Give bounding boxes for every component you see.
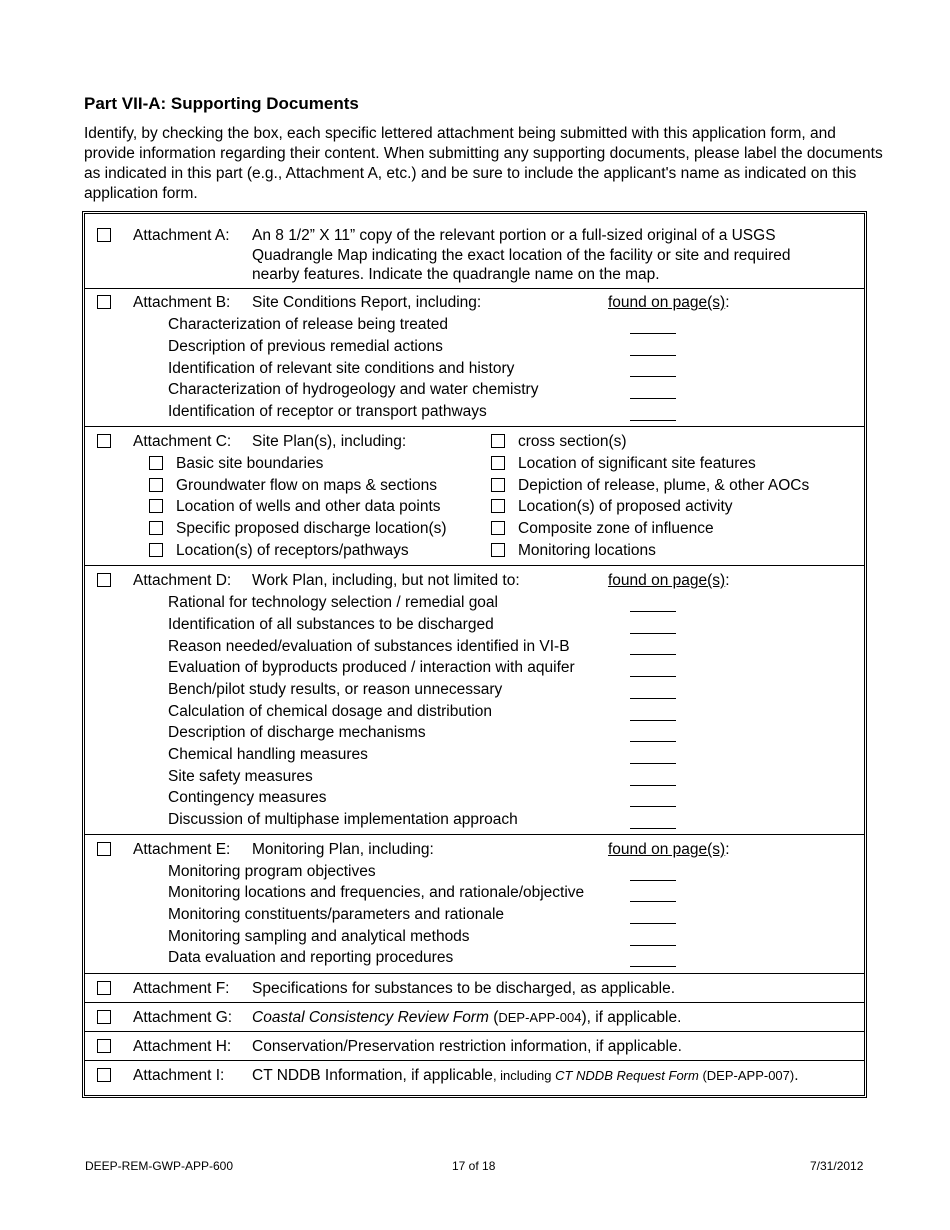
checkbox-attachment-e[interactable] bbox=[97, 842, 111, 856]
checkbox-attachment-i[interactable] bbox=[97, 1068, 111, 1082]
checkbox-site-plan-item[interactable] bbox=[491, 543, 505, 557]
page-number-field[interactable] bbox=[630, 901, 676, 902]
attachment-b-label: Attachment B: bbox=[133, 294, 231, 311]
attachment-e-label: Attachment E: bbox=[133, 841, 231, 858]
form-code: DEP-APP-004 bbox=[498, 1010, 582, 1025]
site-plan-item: Composite zone of influence bbox=[518, 520, 714, 537]
attachments-table bbox=[82, 211, 867, 1098]
attachment-d-item: Evaluation of byproducts produced / interaction with aquifer bbox=[168, 659, 575, 676]
footer-form-id: DEEP-REM-GWP-APP-600 bbox=[85, 1159, 234, 1173]
checkbox-site-plan-item[interactable] bbox=[491, 478, 505, 492]
page-number-field[interactable] bbox=[630, 880, 676, 881]
site-plan-item: Monitoring locations bbox=[518, 542, 656, 559]
attachment-f-text: Specifications for substances to be discharged, as applicable. bbox=[252, 980, 676, 997]
checkbox-site-plan-item[interactable] bbox=[149, 543, 163, 557]
attachment-d-heading: Work Plan, including, but not limited to: bbox=[252, 572, 520, 589]
checkbox-site-plan-item[interactable] bbox=[149, 521, 163, 535]
checkbox-attachment-f[interactable] bbox=[97, 981, 111, 995]
checkbox-site-plan-item[interactable] bbox=[491, 456, 505, 470]
attachment-e-found-on-pages-label: found on page(s): bbox=[608, 841, 730, 858]
attachment-d-item: Bench/pilot study results, or reason unnecessary bbox=[168, 681, 503, 698]
attachment-d-item: Site safety measures bbox=[168, 768, 313, 785]
site-plan-item: Specific proposed discharge location(s) bbox=[176, 520, 447, 537]
footer-page-number: 17 of 18 bbox=[452, 1159, 496, 1173]
site-plan-item: Basic site boundaries bbox=[176, 455, 324, 472]
page-number-field[interactable] bbox=[630, 633, 676, 634]
checkbox-attachment-g[interactable] bbox=[97, 1010, 111, 1024]
page-number-field[interactable] bbox=[630, 945, 676, 946]
page-number-field[interactable] bbox=[630, 785, 676, 786]
page-title: Part VII-A: Supporting Documents bbox=[84, 94, 359, 113]
attachment-b-item: Characterization of hydrogeology and water chemistry bbox=[168, 381, 539, 398]
page-number-field[interactable] bbox=[630, 741, 676, 742]
page-number-field[interactable] bbox=[630, 763, 676, 764]
attachment-i-label: Attachment I: bbox=[133, 1067, 225, 1084]
attachment-d-item: Chemical handling measures bbox=[168, 746, 368, 763]
attachment-g-text: Coastal Consistency Review Form (DEP-APP-004), if applicable. bbox=[252, 1009, 682, 1026]
attachment-a-text-line: Quadrangle Map indicating the exact location of the facility or site and required bbox=[252, 247, 791, 264]
site-plan-item: Groundwater flow on maps & sections bbox=[176, 477, 438, 494]
page-number-field[interactable] bbox=[630, 420, 676, 421]
coastal-consistency-form-name: Coastal Consistency Review Form bbox=[252, 1009, 489, 1026]
site-plan-item: cross section(s) bbox=[518, 433, 627, 450]
row-divider bbox=[85, 288, 864, 289]
attachment-c-label: Attachment C: bbox=[133, 433, 232, 450]
page-number-field[interactable] bbox=[630, 806, 676, 807]
checkbox-site-plan-item[interactable] bbox=[491, 434, 505, 448]
attachment-h-text: Conservation/Preservation restriction information, if applicable. bbox=[252, 1038, 682, 1055]
page-number-field[interactable] bbox=[630, 333, 676, 334]
attachment-d-item: Discussion of multiphase implementation approach bbox=[168, 811, 518, 828]
instructions-paragraph: Identify, by checking the box, each specific lettered attachment being submitted with this application form, and provide information regarding their content. When submitting any supporting documents, please label the documents as indicated in this part (e.g., Attachment A, etc.) and be sure to include the applicant's name as indicated on this application form. bbox=[84, 125, 883, 202]
site-plan-item: Depiction of release, plume, & other AOCs bbox=[518, 477, 810, 494]
attachment-e-item: Monitoring constituents/parameters and rationale bbox=[168, 906, 505, 923]
page-number-field[interactable] bbox=[630, 676, 676, 677]
attachment-i-text: CT NDDB Information, if applicable, including CT NDDB Request Form (DEP-APP-007). bbox=[252, 1067, 799, 1084]
site-plan-item: Location(s) of receptors/pathways bbox=[176, 542, 409, 559]
attachment-a-label: Attachment A: bbox=[133, 227, 230, 244]
page-number-field[interactable] bbox=[630, 828, 676, 829]
row-divider bbox=[85, 973, 864, 974]
attachment-d-item: Calculation of chemical dosage and distribution bbox=[168, 703, 492, 720]
attachment-e-item: Data evaluation and reporting procedures bbox=[168, 949, 454, 966]
attachment-b-found-on-pages-label: found on page(s): bbox=[608, 294, 730, 311]
attachment-e-heading: Monitoring Plan, including: bbox=[252, 841, 434, 858]
form-code: DEP-APP-007 bbox=[706, 1068, 790, 1083]
attachment-d-item: Reason needed/evaluation of substances identified in VI-B bbox=[168, 638, 570, 655]
attachment-g-label: Attachment G: bbox=[133, 1009, 233, 1026]
site-plan-item: Location of significant site features bbox=[518, 455, 756, 472]
page-number-field[interactable] bbox=[630, 611, 676, 612]
nddb-form-name: CT NDDB Request Form bbox=[555, 1068, 699, 1083]
checkbox-site-plan-item[interactable] bbox=[491, 499, 505, 513]
row-divider bbox=[85, 1060, 864, 1061]
attachment-d-label: Attachment D: bbox=[133, 572, 232, 589]
attachment-d-item: Identification of all substances to be discharged bbox=[168, 616, 494, 633]
attachment-b-item: Description of previous remedial actions bbox=[168, 338, 443, 355]
attachment-e-item: Monitoring sampling and analytical methods bbox=[168, 928, 470, 945]
attachment-b-item: Identification of receptor or transport pathways bbox=[168, 403, 487, 420]
attachment-c-heading: Site Plan(s), including: bbox=[252, 433, 407, 450]
row-divider bbox=[85, 426, 864, 427]
page-number-field[interactable] bbox=[630, 966, 676, 967]
page-number-field[interactable] bbox=[630, 698, 676, 699]
checkbox-attachment-c[interactable] bbox=[97, 434, 111, 448]
attachment-a-text-line: nearby features. Indicate the quadrangle name on the map. bbox=[252, 266, 660, 283]
site-plan-item: Location of wells and other data points bbox=[176, 498, 441, 515]
page-number-field[interactable] bbox=[630, 355, 676, 356]
footer-date: 7/31/2012 bbox=[810, 1159, 864, 1173]
site-plan-item: Location(s) of proposed activity bbox=[518, 498, 733, 515]
page-number-field[interactable] bbox=[630, 654, 676, 655]
attachment-a-text-line: An 8 1/2” X 11” copy of the relevant portion or a full-sized original of a USGS bbox=[252, 227, 776, 244]
attachment-b-heading: Site Conditions Report, including: bbox=[252, 294, 482, 311]
checkbox-site-plan-item[interactable] bbox=[149, 456, 163, 470]
checkbox-site-plan-item[interactable] bbox=[149, 478, 163, 492]
page-number-field[interactable] bbox=[630, 720, 676, 721]
page-number-field[interactable] bbox=[630, 923, 676, 924]
attachment-d-found-on-pages-label: found on page(s): bbox=[608, 572, 730, 589]
attachment-f-label: Attachment F: bbox=[133, 980, 230, 997]
row-divider bbox=[85, 1002, 864, 1003]
attachment-e-item: Monitoring locations and frequencies, and rationale/objective bbox=[168, 884, 585, 901]
attachment-d-item: Rational for technology selection / remedial goal bbox=[168, 594, 498, 611]
attachment-d-item: Description of discharge mechanisms bbox=[168, 724, 426, 741]
checkbox-site-plan-item[interactable] bbox=[491, 521, 505, 535]
checkbox-attachment-d[interactable] bbox=[97, 573, 111, 587]
attachment-b-item: Identification of relevant site conditions and history bbox=[168, 360, 515, 377]
checkbox-site-plan-item[interactable] bbox=[149, 499, 163, 513]
attachment-e-item: Monitoring program objectives bbox=[168, 863, 376, 880]
page-number-field[interactable] bbox=[630, 398, 676, 399]
checkbox-attachment-h[interactable] bbox=[97, 1039, 111, 1053]
row-divider bbox=[85, 565, 864, 566]
row-divider bbox=[85, 834, 864, 835]
checkbox-attachment-a[interactable] bbox=[97, 228, 111, 242]
attachment-d-item: Contingency measures bbox=[168, 789, 327, 806]
row-divider bbox=[85, 1031, 864, 1032]
attachment-h-label: Attachment H: bbox=[133, 1038, 232, 1055]
checkbox-attachment-b[interactable] bbox=[97, 295, 111, 309]
attachment-b-item: Characterization of release being treated bbox=[168, 316, 449, 333]
page-number-field[interactable] bbox=[630, 376, 676, 377]
